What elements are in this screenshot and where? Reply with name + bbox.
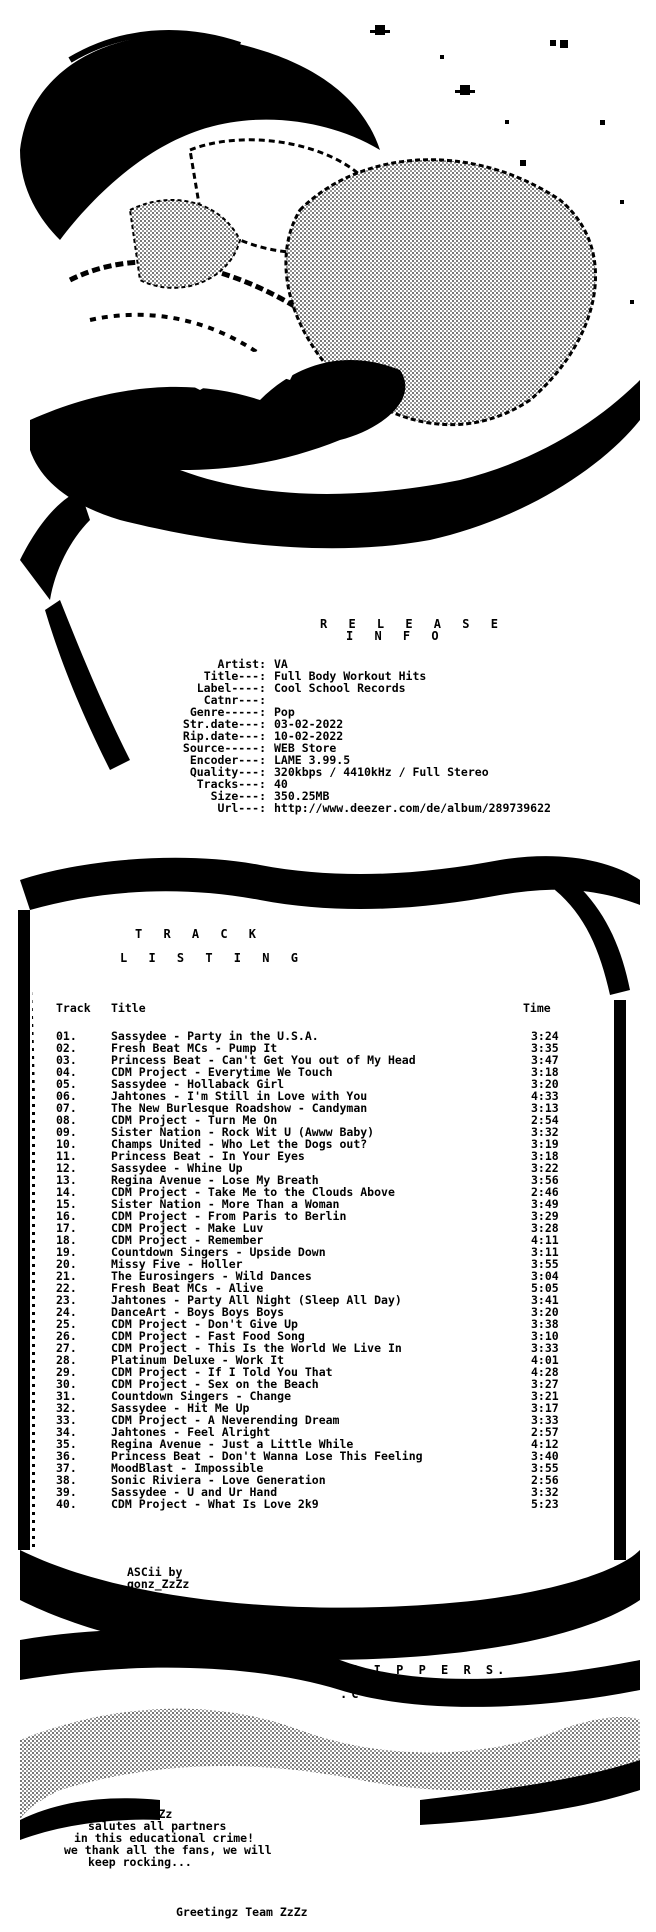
info-value: Cool School Records xyxy=(274,681,406,695)
track-number: 27. xyxy=(56,1341,77,1355)
track-title: Sister Nation - More Than a Woman xyxy=(111,1197,340,1211)
track-listing-heading-2: L I S T I N G xyxy=(120,951,305,965)
track-time: 3:13 xyxy=(531,1101,559,1115)
track-title: CDM Project - Take Me to the Clouds Above xyxy=(111,1185,395,1199)
track-title: Sassydee - U and Ur Hand xyxy=(111,1485,278,1499)
track-title: Sassydee - Party in the U.S.A. xyxy=(111,1029,319,1043)
track-title: Regina Avenue - Just a Little While xyxy=(111,1437,354,1451)
track-title: Sassydee - Whine Up xyxy=(111,1161,243,1175)
col-track-header: Track xyxy=(56,1001,91,1015)
track-title: Sassydee - Hit Me Up xyxy=(111,1401,250,1415)
track-number: 22. xyxy=(56,1281,77,1295)
track-title: Jahtones - Party All Night (Sleep All Day) xyxy=(111,1293,402,1307)
track-time: 4:28 xyxy=(531,1365,559,1379)
track-number: 12. xyxy=(56,1161,77,1175)
info-label: Url---: xyxy=(217,801,266,815)
track-number: 34. xyxy=(56,1425,77,1439)
track-number: 07. xyxy=(56,1101,77,1115)
track-number: 24. xyxy=(56,1305,77,1319)
info-label: Encoder---: xyxy=(189,753,266,767)
col-title-header: Title xyxy=(111,1001,146,1015)
track-time: 3:20 xyxy=(531,1305,559,1319)
track-time: 4:12 xyxy=(531,1437,559,1451)
track-listing-heading-1: T R A C K xyxy=(135,927,264,941)
track-number: 13. xyxy=(56,1173,77,1187)
track-time: 3:29 xyxy=(531,1209,559,1223)
track-time: 3:41 xyxy=(531,1293,559,1307)
track-time: 3:47 xyxy=(531,1053,559,1067)
track-time: 3:18 xyxy=(531,1065,559,1079)
track-time: 3:33 xyxy=(531,1413,559,1427)
track-title: MoodBlast - Impossible xyxy=(111,1461,264,1475)
track-title: Regina Avenue - Lose My Breath xyxy=(111,1173,319,1187)
track-number: 40. xyxy=(56,1497,77,1511)
track-number: 32. xyxy=(56,1401,77,1415)
track-number: 33. xyxy=(56,1413,77,1427)
track-title: CDM Project - A Neverending Dream xyxy=(111,1413,340,1427)
info-value: VA xyxy=(274,657,288,671)
track-time: 3:55 xyxy=(531,1461,559,1475)
info-label: Label----: xyxy=(196,681,266,695)
track-number: 04. xyxy=(56,1065,77,1079)
track-time: 3:21 xyxy=(531,1389,559,1403)
track-title: CDM Project - From Paris to Berlin xyxy=(111,1209,347,1223)
track-number: 03. xyxy=(56,1053,77,1067)
track-number: 20. xyxy=(56,1257,77,1271)
track-time: 3:56 xyxy=(531,1173,559,1187)
track-title: CDM Project - Remember xyxy=(111,1233,264,1247)
track-title: CDM Project - Turn Me On xyxy=(111,1113,278,1127)
track-time: 4:33 xyxy=(531,1089,559,1103)
track-number: 21. xyxy=(56,1269,77,1283)
track-time: 3:32 xyxy=(531,1485,559,1499)
track-time: 5:23 xyxy=(531,1497,559,1511)
track-time: 3:35 xyxy=(531,1041,559,1055)
track-time: 3:22 xyxy=(531,1161,559,1175)
track-title: DanceArt - Boys Boys Boys xyxy=(111,1305,285,1319)
track-title: Princess Beat - Can't Get You out of My Head xyxy=(111,1053,416,1067)
track-title: CDM Project - What Is Love 2k9 xyxy=(111,1497,319,1511)
info-label: Quality---: xyxy=(189,765,266,779)
track-title: Fresh Beat MCs - Alive xyxy=(111,1281,264,1295)
rippers-heading-1: .R I P P E R S. xyxy=(340,1663,509,1677)
info-value: WEB Store xyxy=(274,741,337,755)
track-number: 08. xyxy=(56,1113,77,1127)
info-label: Genre-----: xyxy=(189,705,266,719)
track-time: 3:11 xyxy=(531,1245,559,1259)
zz-logo-swoosh xyxy=(20,352,640,770)
track-time: 3:24 xyxy=(531,1029,559,1043)
track-number: 35. xyxy=(56,1437,77,1451)
track-number: 11. xyxy=(56,1149,77,1163)
info-value: Pop xyxy=(274,705,295,719)
track-title: Jahtones - I'm Still in Love with You xyxy=(111,1089,368,1103)
track-title: CDM Project - This Is the World We Live In xyxy=(111,1341,402,1355)
track-title: CDM Project - Don't Give Up xyxy=(111,1317,298,1331)
info-value: Full Body Workout Hits xyxy=(274,669,427,683)
info-label: Str.date---: xyxy=(182,717,266,731)
track-number: 14. xyxy=(56,1185,77,1199)
info-label: Rip.date---: xyxy=(182,729,266,743)
comment-line-5: keep rocking... xyxy=(88,1855,192,1869)
track-title: CDM Project - Fast Food Song xyxy=(111,1329,305,1343)
track-time: 4:11 xyxy=(531,1233,559,1247)
track-title: Sister Nation - Rock Wit U (Awww Baby) xyxy=(111,1125,375,1139)
col-time-header: Time xyxy=(523,1001,551,1015)
track-number: 02. xyxy=(56,1041,77,1055)
track-number: 31. xyxy=(56,1389,77,1403)
track-title: CDM Project - Everytime We Touch xyxy=(111,1065,333,1079)
info-value: 03-02-2022 xyxy=(274,717,344,731)
track-number: 36. xyxy=(56,1449,77,1463)
track-time: 3:55 xyxy=(531,1257,559,1271)
track-title: Countdown Singers - Upside Down xyxy=(111,1245,326,1259)
credits-line-2: gonz_ZzZz xyxy=(127,1577,190,1591)
track-title: Princess Beat - Don't Wanna Lose This Feeling xyxy=(111,1449,423,1463)
info-value: LAME 3.99.5 xyxy=(274,753,351,767)
character-illustration xyxy=(20,33,596,425)
info-label: Tracks---: xyxy=(196,777,266,791)
track-title: Fresh Beat MCs - Pump It xyxy=(111,1041,278,1055)
track-time: 3:28 xyxy=(531,1221,559,1235)
track-number: 19. xyxy=(56,1245,77,1259)
track-title: Sonic Riviera - Love Generation xyxy=(111,1473,326,1487)
track-title: Jahtones - Feel Alright xyxy=(111,1425,271,1439)
info-value: 40 xyxy=(274,777,288,791)
track-title: CDM Project - Sex on the Beach xyxy=(111,1377,319,1391)
track-number: 15. xyxy=(56,1197,77,1211)
track-number: 29. xyxy=(56,1365,77,1379)
track-number: 28. xyxy=(56,1353,77,1367)
track-number: 09. xyxy=(56,1125,77,1139)
track-time: 3:49 xyxy=(531,1197,559,1211)
track-table-header xyxy=(56,1002,596,1014)
track-time: 5:05 xyxy=(531,1281,559,1295)
track-number: 05. xyxy=(56,1077,77,1091)
track-title: CDM Project - Make Luv xyxy=(111,1221,264,1235)
track-number: 25. xyxy=(56,1317,77,1331)
comment-line-4: we thank all the fans, we will xyxy=(64,1843,272,1857)
track-title: Countdown Singers - Change xyxy=(111,1389,292,1403)
table-row xyxy=(56,1498,596,1510)
rippers-heading-2: .C O M M E N T. xyxy=(340,1687,509,1701)
track-number: 16. xyxy=(56,1209,77,1223)
track-number: 37. xyxy=(56,1461,77,1475)
release-info-heading-2: I N F O xyxy=(346,629,446,643)
track-title: Platinum Deluxe - Work It xyxy=(111,1353,285,1367)
track-title: Princess Beat - In Your Eyes xyxy=(111,1149,305,1163)
track-title: Missy Five - Holler xyxy=(111,1257,243,1271)
track-time: 3:40 xyxy=(531,1449,559,1463)
release-info-heading-1: R E L E A S E xyxy=(320,617,505,631)
info-value: http://www.deezer.com/de/album/289739622 xyxy=(274,801,551,815)
track-number: 10. xyxy=(56,1137,77,1151)
track-time: 3:20 xyxy=(531,1077,559,1091)
comment-line-1: TEAM ZzZz xyxy=(110,1807,173,1821)
info-label: Artist: xyxy=(217,657,266,671)
info-label: Title---: xyxy=(203,669,266,683)
track-title: The Eurosingers - Wild Dances xyxy=(111,1269,312,1283)
track-time: 3:33 xyxy=(531,1341,559,1355)
track-title: Sassydee - Hollaback Girl xyxy=(111,1077,285,1091)
info-label: Catnr---: xyxy=(203,693,266,707)
track-time: 4:01 xyxy=(531,1353,559,1367)
track-number: 39. xyxy=(56,1485,77,1499)
track-number: 01. xyxy=(56,1029,77,1043)
track-number: 38. xyxy=(56,1473,77,1487)
track-time: 3:27 xyxy=(531,1377,559,1391)
track-time: 3:38 xyxy=(531,1317,559,1331)
track-time: 2:57 xyxy=(531,1425,559,1439)
comment-line-3: in this educational crime! xyxy=(74,1831,255,1845)
track-number: 17. xyxy=(56,1221,77,1235)
track-time: 2:46 xyxy=(531,1185,559,1199)
track-time: 2:56 xyxy=(531,1473,559,1487)
greeting-line: Greetingz Team ZzZz xyxy=(176,1905,308,1919)
info-label: Source-----: xyxy=(182,741,266,755)
track-number: 26. xyxy=(56,1329,77,1343)
track-time: 3:17 xyxy=(531,1401,559,1415)
track-title: The New Burlesque Roadshow - Candyman xyxy=(111,1101,368,1115)
track-time: 3:32 xyxy=(531,1125,559,1139)
track-time: 3:18 xyxy=(531,1149,559,1163)
track-number: 23. xyxy=(56,1293,77,1307)
credits-line-1: ASCii by xyxy=(127,1565,183,1579)
track-time: 2:54 xyxy=(531,1113,559,1127)
track-number: 18. xyxy=(56,1233,77,1247)
info-label: Size---: xyxy=(210,789,266,803)
track-time: 3:04 xyxy=(531,1269,559,1283)
track-number: 06. xyxy=(56,1089,77,1103)
info-value: 350.25MB xyxy=(274,789,330,803)
track-time: 3:19 xyxy=(531,1137,559,1151)
info-value: 10-02-2022 xyxy=(274,729,344,743)
track-title: Champs United - Who Let the Dogs out? xyxy=(111,1137,368,1151)
track-number: 30. xyxy=(56,1377,77,1391)
track-time: 3:10 xyxy=(531,1329,559,1343)
info-value: 320kbps / 4410kHz / Full Stereo xyxy=(274,765,489,779)
comment-line-2: salutes all partners xyxy=(88,1819,227,1833)
track-title: CDM Project - If I Told You That xyxy=(111,1365,333,1379)
